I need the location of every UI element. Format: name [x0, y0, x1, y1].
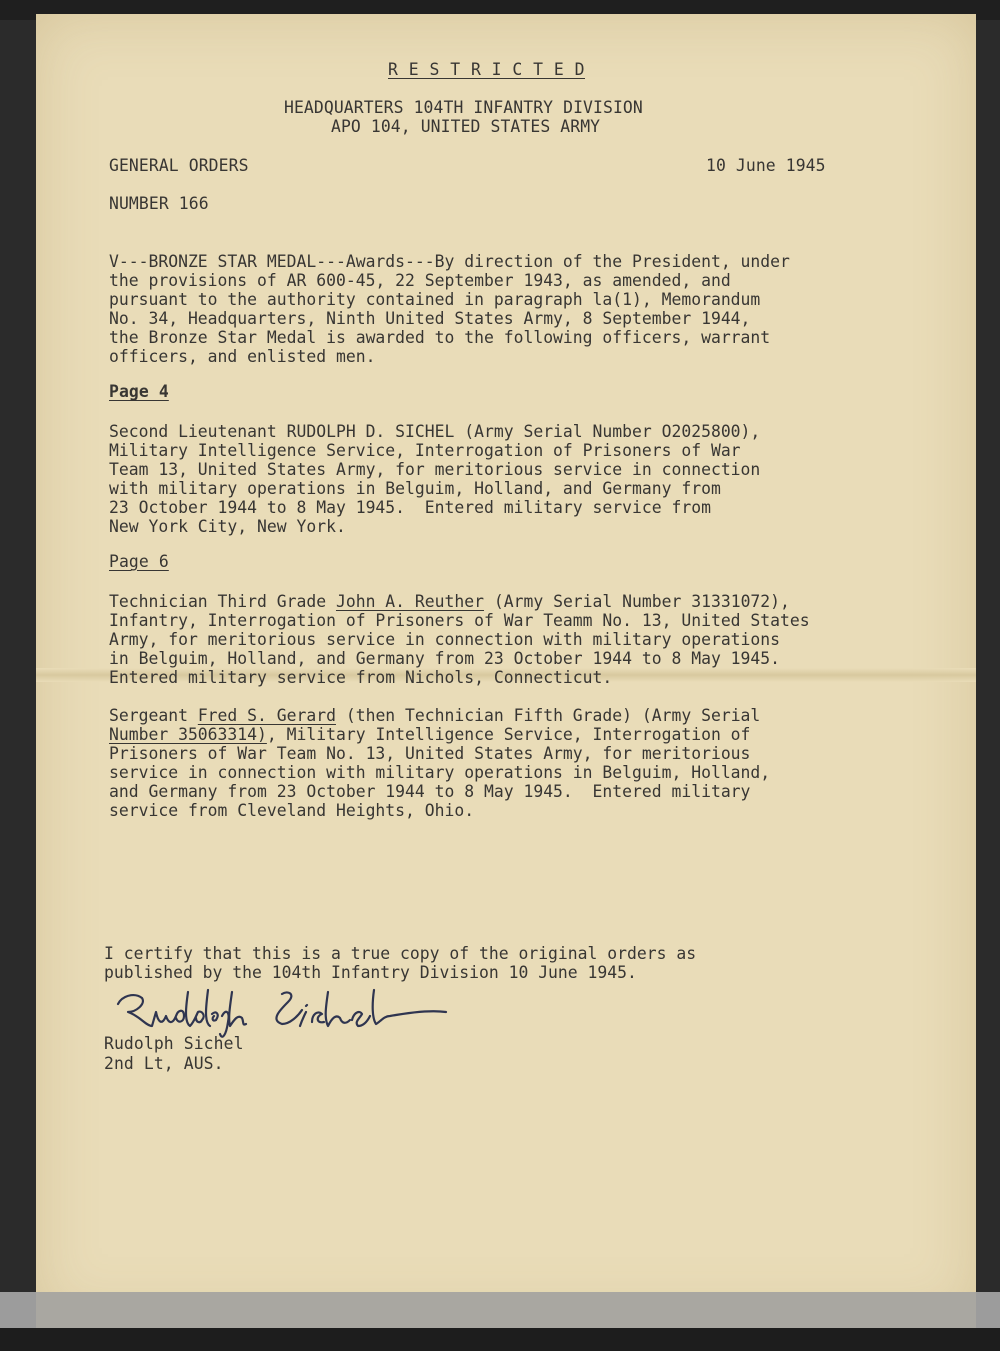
orders-label: GENERAL ORDERS [109, 156, 249, 175]
gerard-serial: Number 35063314) [109, 725, 267, 744]
gerard-name: Fred S. Gerard [197, 706, 336, 725]
text-line: Second Lieutenant RUDOLPH D. SICHEL (Army Serial Number O2025800), [109, 422, 761, 441]
text-line: pursuant to the authority contained in paragraph la(1), Memorandum [109, 290, 761, 309]
text-line: the provisions of AR 600-45, 22 September 1943, as amended, and [109, 271, 731, 290]
scanner-band [36, 1292, 976, 1328]
text-line: officers, and enlisted men. [109, 347, 376, 366]
header-unit: HEADQUARTERS 104TH INFANTRY DIVISION [284, 98, 643, 117]
orders-date: 10 June 1945 [706, 156, 826, 175]
text-line: No. 34, Headquarters, Ninth United States Army, 8 September 1944, [109, 309, 751, 328]
page4-heading: Page 4 [109, 382, 169, 401]
text-line: service from Cleveland Heights, Ohio. [109, 801, 475, 820]
text-line [109, 592, 810, 611]
text-line: New York City, New York. [109, 517, 346, 536]
reuther-suffix: (Army Serial Number 31331072), [484, 592, 790, 611]
text-line: 23 October 1944 to 8 May 1945. Entered military service from [109, 498, 711, 517]
reuther-prefix: Technician Third Grade [109, 592, 336, 611]
gerard-suffix: (then Technician Fifth Grade) (Army Serial [335, 706, 761, 725]
gerard-prefix: Sergeant [109, 706, 198, 725]
text-line: Military Intelligence Service, Interrogation of Prisoners of War [109, 441, 741, 460]
page6-heading: Page 6 [109, 552, 169, 571]
text-line [109, 725, 770, 744]
text-line: published by the 104th Infantry Division 10 June 1945. [104, 963, 637, 982]
text-line: in Belguim, Holland, and Germany from 23 October 1944 to 8 May 1945. [109, 649, 781, 668]
scan-border-bottom-dark [0, 1328, 1000, 1351]
reuther-citation [109, 592, 810, 687]
text-line: with military operations in Belguim, Holland, and Germany from [109, 479, 721, 498]
classification-heading: R E S T R I C T E D [388, 60, 585, 79]
intro-paragraph [109, 252, 790, 366]
text-line: Team 13, United States Army, for meritorious service in connection [109, 460, 761, 479]
text-line: the Bronze Star Medal is awarded to the following officers, warrant [109, 328, 771, 347]
gerard-citation [109, 706, 770, 820]
text-line: Entered military service from Nichols, Connecticut. [109, 668, 613, 687]
sichel-citation [109, 422, 760, 536]
signer-name: Rudolph Sichel [104, 1034, 244, 1053]
certification-statement [104, 944, 696, 982]
orders-number: NUMBER 166 [109, 194, 209, 213]
handwritten-signature [112, 982, 452, 1042]
text-line: Prisoners of War Team No. 13, United States Army, for meritorious [109, 744, 751, 763]
text-line: service in connection with military operations in Belguim, Holland, [109, 763, 771, 782]
header-apo: APO 104, UNITED STATES ARMY [331, 117, 601, 136]
text-line: and Germany from 23 October 1944 to 8 May 1945. Entered military [109, 782, 751, 801]
text-line: V---BRONZE STAR MEDAL---Awards---By direction of the President, under [109, 252, 790, 271]
reuther-name: John A. Reuther [335, 592, 484, 611]
text-line [109, 706, 770, 725]
text-line: I certify that this is a true copy of the original orders as [104, 944, 697, 963]
text-line: Army, for meritorious service in connection with military operations [109, 630, 781, 649]
gerard-line2-rest: , Military Intelligence Service, Interrogation of [266, 725, 751, 744]
signer-rank: 2nd Lt, AUS. [104, 1054, 224, 1073]
text-line: Infantry, Interrogation of Prisoners of War Teamm No. 13, United States [109, 611, 810, 630]
